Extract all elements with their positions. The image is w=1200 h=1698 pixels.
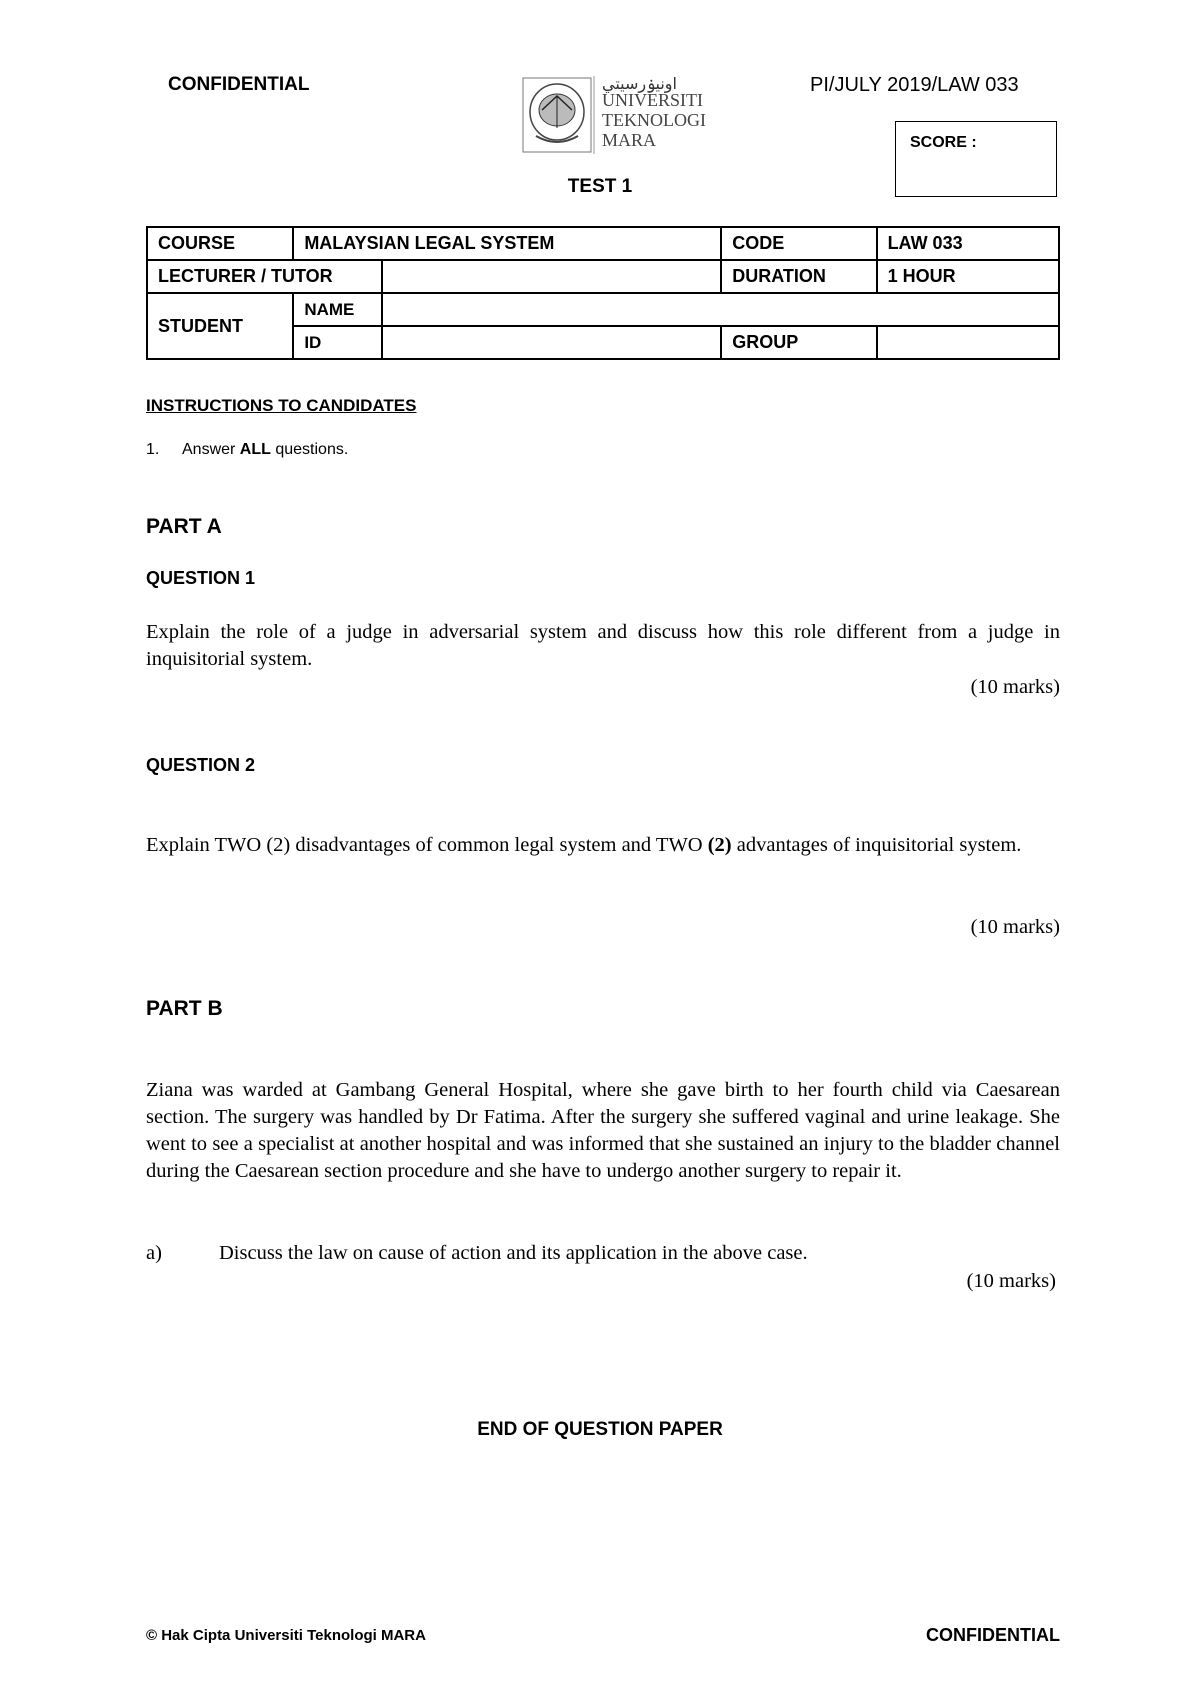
group-field[interactable] [877,326,1059,359]
question-2-text [146,832,1060,859]
table-row [147,293,1059,326]
logo-line-3: MARA [602,130,657,150]
part-b-question-text: Discuss the law on cause of action and its application in the above case. [219,1242,808,1264]
header-paper-code: PI/JULY 2019/LAW 033 [810,74,1019,96]
id-label: ID [293,326,381,359]
question-2-text-bold: (2) [707,834,732,856]
group-label: GROUP [721,326,876,359]
part-b-scenario: Ziana was warded at Gambang General Hospital, where she gave birth to her fourth child via Caesarean section. The surgery was handled by Dr Fatima. After the surgery she suffered vaginal and urine leakage. She went to see a specialist at another hospital and was informed that she sustained an injury to the bladder channel during the Caesarean section procedure and she have to undergo another surgery to repair it. [146,1079,1060,1182]
part-b-question-label: a) [146,1242,162,1264]
instructions-title: INSTRUCTIONS TO CANDIDATES [146,396,417,415]
duration-label: DURATION [721,260,876,293]
header-confidential: CONFIDENTIAL [168,74,310,95]
footer-copyright: © Hak Cipta Universiti Teknologi MARA [146,1627,426,1644]
part-a-title: PART A [146,515,222,538]
uitm-logo [522,76,712,156]
instruction-number: 1. [146,441,160,458]
instruction-bold: ALL [239,441,271,458]
name-field[interactable] [382,293,1060,326]
question-2-text-b: advantages of inquisitorial system. [731,834,1022,856]
footer-confidential: CONFIDENTIAL [926,1625,1060,1645]
question-2-heading: QUESTION 2 [146,755,256,775]
instruction-post: questions. [270,441,349,458]
instruction-item [146,441,348,459]
question-1-heading: QUESTION 1 [146,568,256,588]
test-title: TEST 1 [567,176,633,197]
part-b-marks: (10 marks) [966,1270,1056,1292]
lecturer-label: LECTURER / TUTOR [147,260,382,293]
logo-line-1: UNIVERSITI [602,90,703,110]
question-2-marks: (10 marks) [970,916,1060,938]
logo-jawi-text: اونيۏرسيتي [602,76,677,93]
course-info-table [146,226,1060,360]
question-1-marks: (10 marks) [970,676,1060,698]
question-2-text-a: Explain TWO (2) disadvantages of common legal system and TWO [146,834,708,856]
question-1-text: Explain the role of a judge in adversarial system and discuss how this role different from a judge in inquisitorial system. [146,621,1060,670]
student-label: STUDENT [147,293,293,359]
course-value: MALAYSIAN LEGAL SYSTEM [293,227,721,260]
code-label: CODE [721,227,876,260]
logo-line-2: TEKNOLOGI [602,110,706,130]
lecturer-field[interactable] [382,260,722,293]
code-value: LAW 033 [877,227,1059,260]
part-b-title: PART B [146,997,223,1020]
name-label: NAME [293,293,381,326]
score-label: SCORE : [910,134,977,151]
end-of-paper: END OF QUESTION PAPER [477,1419,723,1440]
instruction-pre: Answer [182,441,240,458]
table-row [147,260,1059,293]
duration-value: 1 HOUR [877,260,1059,293]
course-label: COURSE [147,227,293,260]
id-field[interactable] [382,326,722,359]
table-row [147,227,1059,260]
